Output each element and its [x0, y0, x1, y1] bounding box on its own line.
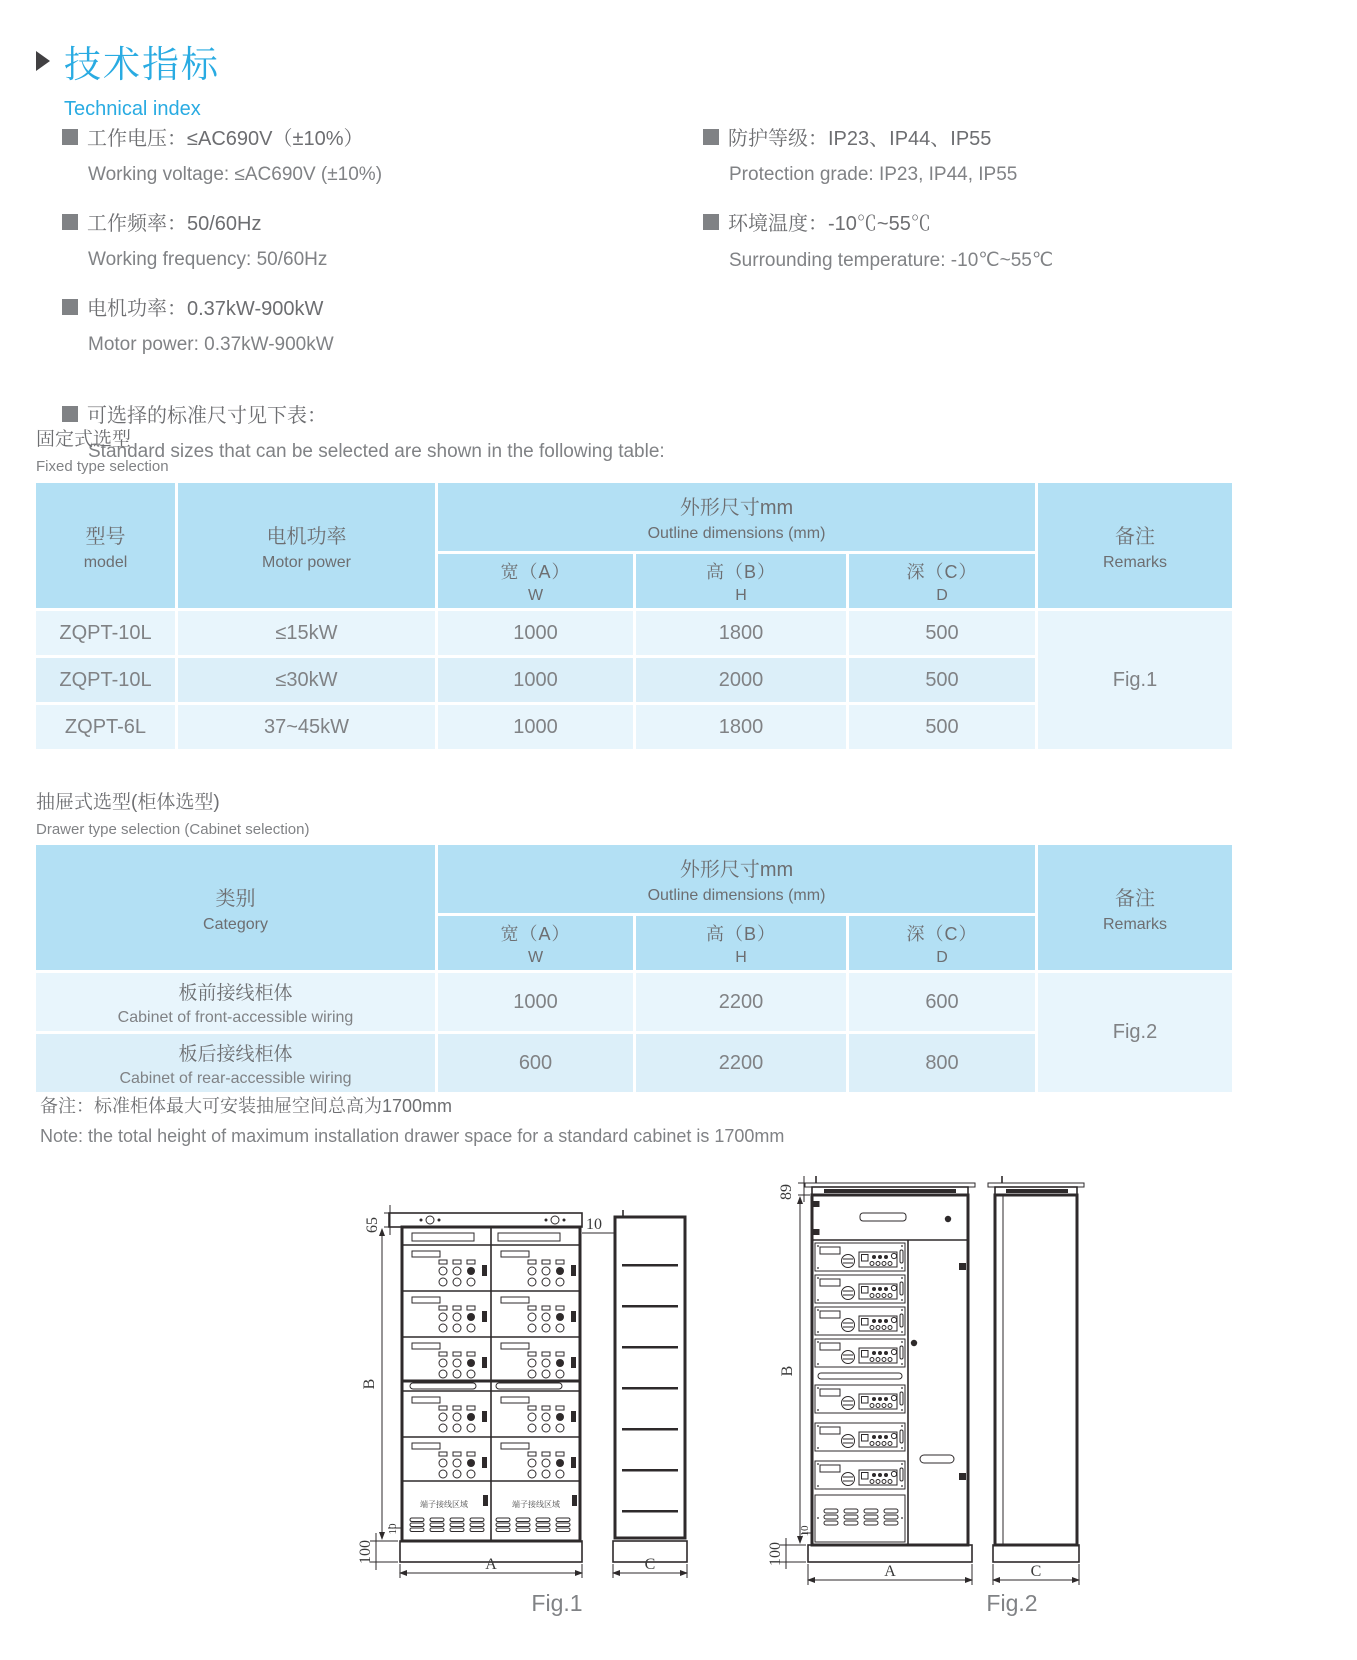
fig2-dim-100-label: 100: [767, 1542, 784, 1566]
t2-row2-width: 600: [438, 1034, 633, 1092]
spec-cn-text: 工作频率：50/60Hz: [87, 213, 262, 235]
spec-en-text: Working voltage: ≤AC690V (±10%): [88, 164, 383, 185]
spec-surrounding-temperature: [703, 207, 1303, 272]
fig2-dim-89-label: 89: [778, 1184, 795, 1200]
t1-header-width: 宽（A） W: [438, 554, 633, 608]
t2-header-width: 宽（A） W: [438, 916, 633, 970]
fig1-caption: Fig.1: [531, 1590, 583, 1616]
t1-row3-power: 37~45kW: [178, 705, 435, 749]
t1-remarks-cell: Fig.1: [1038, 611, 1232, 749]
fig1-dim-b-label: B: [361, 1378, 378, 1390]
t1-row2-height: 2000: [636, 658, 846, 702]
spec-working-frequency: [62, 207, 682, 271]
fixed-table-title: [36, 424, 169, 475]
fig2-drawing: [712, 1093, 1112, 1633]
t2-header-depth: 深（C） D: [849, 916, 1035, 970]
t1-row1-power: ≤15kW: [178, 611, 435, 655]
bullet-square-icon: [62, 214, 78, 230]
spec-cn-text: 环境温度：-10℃~55℃: [728, 213, 931, 235]
fig1-dim-100-label: 100: [357, 1540, 374, 1564]
t1-row1-height: 1800: [636, 611, 846, 655]
fig2-front-view: [805, 1176, 975, 1562]
drawer-table: [36, 845, 1232, 1092]
t2-row1-depth: 600: [849, 973, 1035, 1031]
t1-header-depth: 深（C） D: [849, 554, 1035, 608]
drawer-table-title-en: Drawer type selection (Cabinet selection): [36, 821, 310, 838]
fig1-drawing: [330, 1133, 690, 1638]
t1-row2-power: ≤30kW: [178, 658, 435, 702]
t2-header-remarks: 备注 Remarks: [1038, 845, 1232, 970]
spec-cn-text: 电机功率：0.37kW-900kW: [87, 298, 324, 320]
fig2-dim-a-label: A: [884, 1563, 896, 1580]
spec-en-text: Standard sizes that can be selected are shown in the following table:: [88, 441, 665, 462]
fig2-side-view: [988, 1176, 1084, 1562]
spec-en-text: Surrounding temperature: -10℃~55℃: [729, 250, 1054, 271]
t1-row1-width: 1000: [438, 611, 633, 655]
t2-row1-width: 1000: [438, 973, 633, 1031]
t1-row3-width: 1000: [438, 705, 633, 749]
spec-cn-text: 工作电压：≤AC690V（±10%）: [87, 128, 364, 150]
spec-en-text: Protection grade: IP23, IP44, IP55: [729, 164, 1018, 185]
fig2-dimensions: [767, 1176, 1079, 1585]
spec-en-text: Working frequency: 50/60Hz: [88, 249, 328, 270]
t1-row1-model: ZQPT-10L: [36, 611, 175, 655]
bullet-square-icon: [62, 129, 78, 145]
spec-column-right: [703, 122, 1303, 293]
drawer-table-title: [36, 787, 309, 838]
t1-header-model: 型号 model: [36, 483, 175, 608]
spec-motor-power: [62, 292, 682, 356]
bullet-square-icon: [703, 214, 719, 230]
fig1-side-view: [613, 1210, 687, 1562]
fig2-dim-b-label: B: [779, 1365, 796, 1377]
t1-row2-model: ZQPT-10L: [36, 658, 175, 702]
fig1-terminal-area-label: 端子接线区域: [420, 1500, 468, 1509]
t2-header-height: 高（B） H: [636, 916, 846, 970]
bullet-square-icon: [62, 406, 78, 422]
bullet-square-icon: [62, 299, 78, 315]
spec-cn-text: 可选择的标准尺寸见下表：: [87, 405, 327, 427]
page-subtitle: Technical index: [64, 98, 201, 120]
t2-header-category: 类别 Category: [36, 845, 435, 970]
fig1-dim-10-top-label: 10: [586, 1216, 602, 1233]
page-title: 技术指标: [64, 44, 220, 85]
spec-working-voltage: [62, 122, 682, 186]
t2-row2-category: 板后接线柜体 Cabinet of rear-accessible wiring: [36, 1034, 435, 1092]
footnote-cn: 备注：标准柜体最大可安装抽屉空间总高为1700mm: [40, 1096, 453, 1116]
t1-header-outline-dimensions: 外形尺寸mm Outline dimensions (mm): [438, 483, 1035, 551]
page-header: [36, 34, 220, 121]
t1-header-height: 高（B） H: [636, 554, 846, 608]
fig2-dim-10-gap-label: 10: [799, 1525, 811, 1537]
section-arrow-icon: [36, 51, 50, 71]
t1-header-remarks: 备注 Remarks: [1038, 483, 1232, 608]
fig1-dim-10-gap-label: 10: [387, 1523, 399, 1535]
fig1-front-view: [389, 1213, 582, 1562]
t1-row2-width: 1000: [438, 658, 633, 702]
t1-row2-depth: 500: [849, 658, 1035, 702]
t2-row2-depth: 800: [849, 1034, 1035, 1092]
t2-header-outline-dimensions: 外形尺寸mm Outline dimensions (mm): [438, 845, 1035, 913]
t1-row3-height: 1800: [636, 705, 846, 749]
fig1-terminal-area-label: 端子接线区域: [512, 1500, 560, 1509]
fixed-table: [36, 483, 1232, 749]
fig2-dim-c-label: C: [1030, 1563, 1042, 1580]
fig2-caption: Fig.2: [986, 1590, 1038, 1616]
fig1-dim-a-label: A: [485, 1556, 497, 1573]
t1-row1-depth: 500: [849, 611, 1035, 655]
spec-en-text: Motor power: 0.37kW-900kW: [88, 334, 334, 355]
drawer-table-title-cn: 抽屉式选型(柜体选型): [36, 792, 220, 813]
fig1-dim-65-label: 65: [364, 1217, 381, 1233]
t2-row2-height: 2200: [636, 1034, 846, 1092]
spec-cn-text: 防护等级：IP23、IP44、IP55: [728, 128, 992, 150]
t2-row1-height: 2200: [636, 973, 846, 1031]
fixed-table-title-en: Fixed type selection: [36, 458, 169, 475]
fig1-dim-c-label: C: [644, 1556, 656, 1573]
t1-row3-depth: 500: [849, 705, 1035, 749]
t1-header-motor-power: 电机功率 Motor power: [178, 483, 435, 608]
fixed-table-title-cn: 固定式选型: [36, 429, 132, 450]
t2-row1-category: 板前接线柜体 Cabinet of front-accessible wiring: [36, 973, 435, 1031]
footnote-en: Note: the total height of maximum installation drawer space for a standard cabinet is 1700mm: [40, 1126, 785, 1146]
bullet-square-icon: [703, 129, 719, 145]
t1-row3-model: ZQPT-6L: [36, 705, 175, 749]
t2-remarks-cell: Fig.2: [1038, 973, 1232, 1092]
spec-protection-grade: [703, 122, 1303, 186]
